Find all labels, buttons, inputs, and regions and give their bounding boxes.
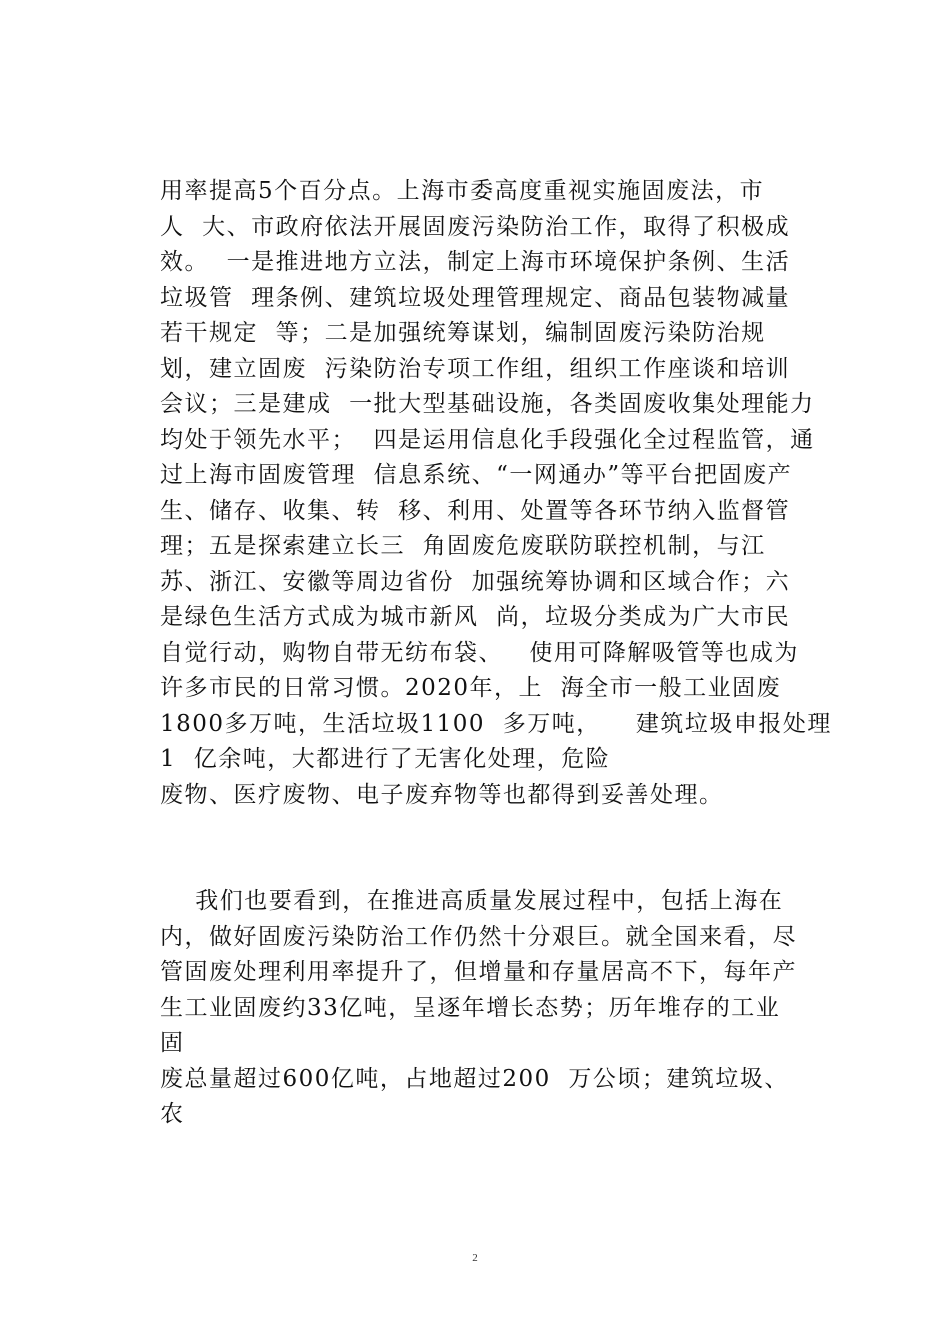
text-line: 过上海市固废管理 信息系统、“一网通办”等平台把固废产 <box>160 462 793 488</box>
text-line: 管固废处理利用率提升了，但增量和存量居高不下，每年产 <box>160 959 797 985</box>
text-line: 效。 一是推进地方立法，制定上海市环境保护条例、生活 <box>160 249 791 275</box>
paragraph-2 <box>160 884 840 1133</box>
text-line: 会议；三是建成 一批大型基础设施，各类固废收集处理能力 <box>160 391 815 417</box>
text-line: 许多市民的日常习惯。2020年，上 海全市一般工业固废 <box>160 675 782 701</box>
text-line: 1 亿余吨，大都进行了无害化处理，危险 <box>160 746 611 772</box>
text-line: 废物、医疗废物、电子废弃物等也都得到妥善处理。 <box>160 781 724 808</box>
text-line: 我们也要看到，在推进高质量发展过程中，包括上海在 <box>160 888 784 914</box>
text-line: 农 <box>160 1101 185 1127</box>
text-line: 自觉行动，购物自带无纺布袋、 使用可降解吸管等也成为 <box>160 639 799 666</box>
paragraph-1 <box>160 174 840 813</box>
text-line: 内，做好固废污染防治工作仍然十分艰巨。就全国来看，尽 <box>160 923 797 950</box>
text-line: 生、储存、收集、转 移、利用、处置等各环节纳入监督管 <box>160 497 791 524</box>
text-line: 理；五是探索建立长三 角固废危废联防联控机制，与江 <box>160 533 766 559</box>
page-number: 2 <box>472 1252 478 1264</box>
text-line: 生工业固废约33亿吨，呈逐年增长态势；历年堆存的工业 <box>160 994 781 1021</box>
text-line: 垃圾管 理条例、建筑垃圾处理管理规定、商品包装物减量 <box>160 284 791 311</box>
text-line: 若干规定 等；二是加强统筹谋划，编制固废污染防治规 <box>160 320 766 346</box>
text-line: 是绿色生活方式成为城市新风 尚，垃圾分类成为广大市民 <box>160 604 791 630</box>
text-line: 固 <box>160 1030 185 1056</box>
text-line: 均处于领先水平； 四是运用信息化手段强化全过程监管，通 <box>160 426 815 453</box>
text-line: 苏、浙江、安徽等周边省份 加强统筹协调和区域合作；六 <box>160 568 791 595</box>
text-line: 废总量超过600亿吨，占地超过200 万公顷；建筑垃圾、 <box>160 1065 789 1092</box>
text-line: 1800多万吨，生活垃圾1100 多万吨， 建筑垃圾申报处理 <box>160 710 832 737</box>
text-line: 用率提高5个百分点。上海市委高度重视实施固废法，市 <box>160 178 765 204</box>
text-line: 人 大、市政府依法开展固废污染防治工作，取得了积极成 <box>160 213 791 240</box>
text-line: 划，建立固废 污染防治专项工作组，组织工作座谈和培训 <box>160 355 791 382</box>
